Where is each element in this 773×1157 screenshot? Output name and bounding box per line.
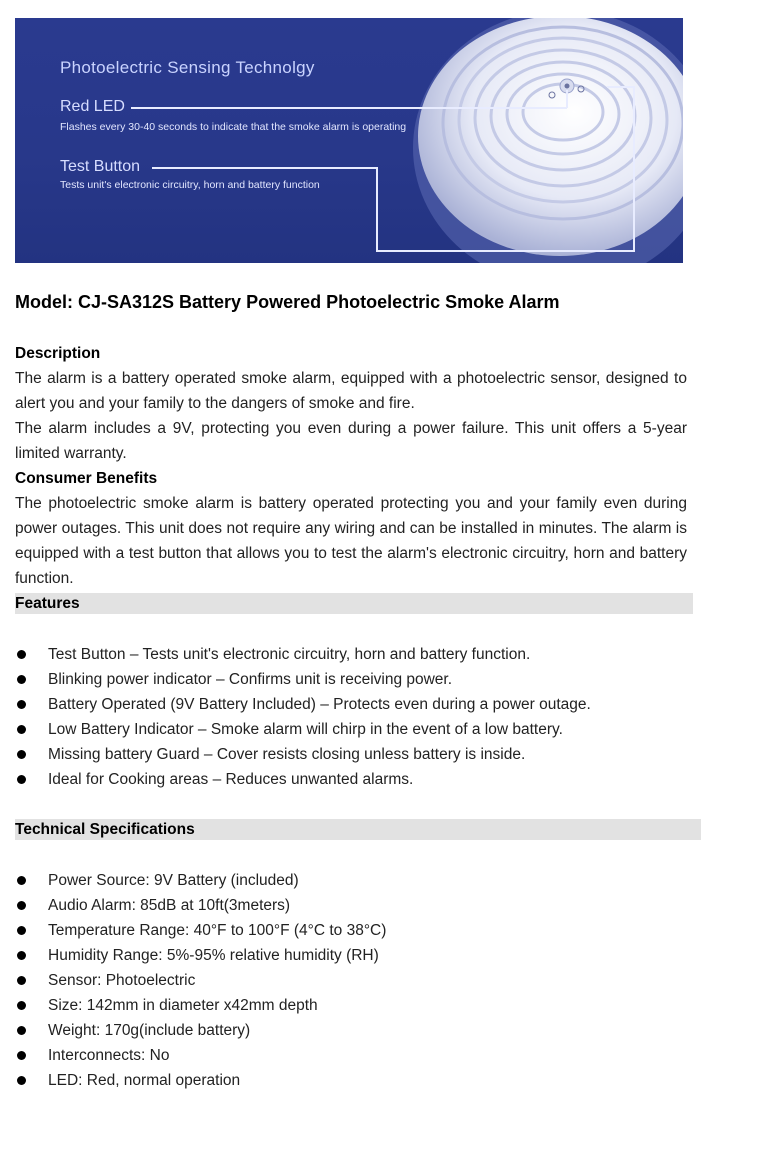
specs-section-bar [15,819,701,840]
benefits-heading: Consumer Benefits [15,470,158,487]
test-button-heading: Test Button [60,158,141,175]
banner-title: Photoelectric Sensing Technolgy [60,58,315,77]
feature-item: Missing battery Guard – Cover resists closing unless battery is inside. [15,742,591,767]
callout-line [633,86,635,251]
callout-line [607,86,634,88]
spec-item: LED: Red, normal operation [15,1068,386,1093]
callout-line [131,107,567,109]
benefits-paragraph: The photoelectric smoke alarm is battery operated protecting you and your family even during power outages. This unit does not require any wiring and can be installed in minutes. The alarm is equipped with a test button that allows you to test the alarm's electronic circuitry, horn and battery function. [15,495,687,587]
feature-item: Ideal for Cooking areas – Reduces unwanted alarms. [15,767,591,792]
red-led-description: Flashes every 30-40 seconds to indicate that the smoke alarm is operating [60,121,407,133]
spec-item: Sensor: Photoelectric [15,968,386,993]
spec-item: Temperature Range: 40°F to 100°F (4°C to 38°C) [15,918,386,943]
product-banner [15,18,683,263]
spec-item: Audio Alarm: 85dB at 10ft(3meters) [15,893,386,918]
features-section-bar [15,593,693,614]
spec-item: Size: 142mm in diameter x42mm depth [15,993,386,1018]
features-list [15,642,591,792]
callout-line [152,167,377,169]
feature-item: Blinking power indicator – Confirms unit is receiving power. [15,667,591,692]
description-heading: Description [15,345,101,362]
description-paragraph-2: The alarm includes a 9V, protecting you even during a power failure. This unit offers a 5-year limited warranty. [15,420,687,462]
description-paragraph-1: The alarm is a battery operated smoke alarm, equipped with a photoelectric sensor, designed to alert you and your family to the dangers of smoke and fire. [15,370,687,412]
red-led-heading: Red LED [60,98,125,115]
features-heading: Features [15,595,80,612]
callout-line [376,167,378,250]
feature-item: Battery Operated (9V Battery Included) – Protects even during a power outage. [15,692,591,717]
spec-item: Power Source: 9V Battery (included) [15,868,386,893]
spec-item: Interconnects: No [15,1043,386,1068]
spec-item: Humidity Range: 5%-95% relative humidity (RH) [15,943,386,968]
test-button-description: Tests unit's electronic circuitry, horn and battery function [60,179,320,191]
model-title: Model: CJ-SA312S Battery Powered Photoelectric Smoke Alarm [15,292,560,312]
feature-item: Low Battery Indicator – Smoke alarm will chirp in the event of a low battery. [15,717,591,742]
specs-heading: Technical Specifications [15,821,195,838]
callout-line [376,250,635,252]
spec-item: Weight: 170g(include battery) [15,1018,386,1043]
smoke-alarm-image [15,18,683,263]
callout-line [566,90,568,108]
specs-list [15,868,386,1093]
feature-item: Test Button – Tests unit's electronic circuitry, horn and battery function. [15,642,591,667]
